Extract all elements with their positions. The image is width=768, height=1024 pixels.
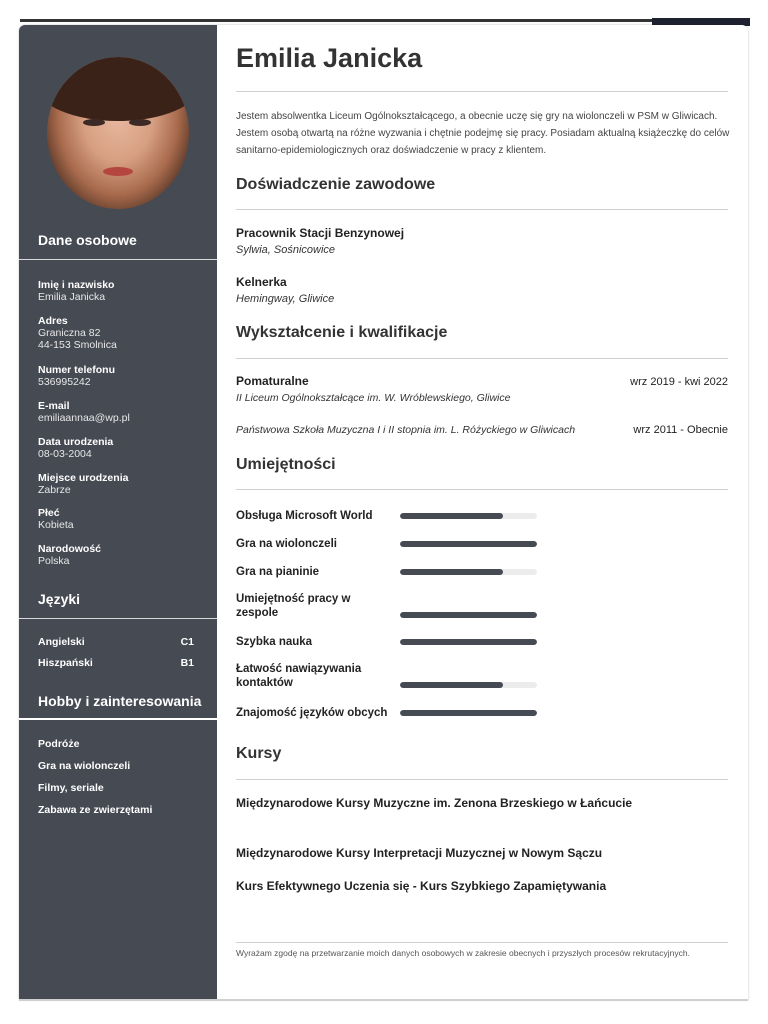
language-row bbox=[38, 657, 194, 669]
field-gender: Płeć Kobieta bbox=[38, 507, 74, 531]
skills-heading: Umiejętności bbox=[236, 456, 336, 473]
hobby-item: Filmy, seriale bbox=[38, 782, 104, 794]
skill-name: Szybka nauka bbox=[236, 636, 313, 648]
field-name: Imię i nazwisko Emilia Janicka bbox=[38, 279, 115, 303]
skill-name: Umiejętność pracy w zespole bbox=[236, 593, 351, 619]
language-level: B1 bbox=[180, 657, 194, 669]
hobby-divider bbox=[19, 718, 217, 720]
languages-heading: Języki bbox=[38, 591, 81, 607]
field-birth-place: Miejsce urodzenia Zabrze bbox=[38, 472, 129, 496]
skill-bar bbox=[400, 612, 537, 618]
education-school: Państwowa Szkoła Muzyczna I i II stopnia im. L. Różyckiego w Gliwicach bbox=[236, 424, 576, 436]
personal-data-heading: Dane osobowe bbox=[38, 232, 137, 248]
education-title: Pomaturalne bbox=[236, 374, 309, 388]
page-bottom-line bbox=[19, 999, 748, 1001]
skill-bar-fill bbox=[400, 639, 537, 645]
sidebar bbox=[19, 25, 217, 1000]
job-title: Pracownik Stacji Benzynowej bbox=[236, 226, 405, 240]
skill-name: Znajomość języków obcych bbox=[236, 707, 388, 719]
main-content bbox=[217, 25, 748, 1000]
experience-divider bbox=[236, 209, 728, 210]
skill-bar bbox=[400, 569, 537, 575]
field-nationality: Narodowość Polska bbox=[38, 543, 102, 567]
hobby-item: Podróże bbox=[38, 738, 80, 750]
hobby-heading: Hobby i zainteresowania bbox=[38, 693, 202, 709]
profile-photo bbox=[47, 57, 189, 209]
course-item: Międzynarodowe Kursy Interpretacji Muzycznej w Nowym Sączu bbox=[236, 846, 603, 860]
top-border-line bbox=[20, 19, 750, 22]
education-school: II Liceum Ogólnokształcące im. W. Wróblewskiego, Gliwice bbox=[236, 392, 511, 404]
skill-bar bbox=[400, 682, 537, 688]
education-heading: Wykształcenie i kwalifikacje bbox=[236, 324, 448, 341]
experience-heading: Doświadczenie zawodowe bbox=[236, 176, 436, 193]
course-item: Kurs Efektywnego Uczenia się - Kurs Szybkiego Zapamiętywania bbox=[236, 879, 607, 893]
course-item: Międzynarodowe Kursy Muzyczne im. Zenona Brzeskiego w Łańcucie bbox=[236, 796, 633, 810]
name-divider bbox=[236, 91, 728, 92]
consent-divider bbox=[236, 942, 728, 943]
language-row bbox=[38, 636, 194, 648]
person-name: Emilia Janicka bbox=[236, 43, 423, 73]
language-name: Hiszpański bbox=[38, 657, 93, 669]
skill-bar-fill bbox=[400, 682, 503, 688]
skill-name: Łatwość nawiązywania kontaktów bbox=[236, 663, 362, 689]
education-row bbox=[236, 424, 728, 436]
education-divider bbox=[236, 358, 728, 359]
job-place: Hemingway, Gliwice bbox=[236, 293, 335, 305]
field-email: E-mail emiliaannaa@wp.pl bbox=[38, 400, 130, 424]
skill-bar bbox=[400, 513, 537, 519]
skill-bar bbox=[400, 639, 537, 645]
language-level: C1 bbox=[180, 636, 194, 648]
field-address: Adres Graniczna 82 44-153 Smolnica bbox=[38, 315, 117, 351]
education-dates: wrz 2011 - Obecnie bbox=[633, 424, 728, 436]
skill-bar-fill bbox=[400, 612, 537, 618]
skill-bar-fill bbox=[400, 569, 503, 575]
skill-bar-fill bbox=[400, 513, 503, 519]
skill-bar bbox=[400, 710, 537, 716]
courses-divider bbox=[236, 779, 728, 780]
field-birth-date: Data urodzenia 08-03-2004 bbox=[38, 436, 114, 460]
skill-name: Gra na pianinie bbox=[236, 566, 320, 578]
browser-top-strip bbox=[0, 0, 768, 22]
skill-bar-fill bbox=[400, 710, 537, 716]
skill-bar-fill bbox=[400, 541, 537, 547]
job-place: Sylwia, Sośnicowice bbox=[236, 244, 336, 256]
education-row bbox=[236, 374, 728, 388]
job-title: Kelnerka bbox=[236, 275, 287, 289]
field-phone: Numer telefonu 536995242 bbox=[38, 364, 116, 388]
courses-heading: Kursy bbox=[236, 745, 282, 762]
consent-text: Wyrażam zgodę na przetwarzanie moich danych osobowych w zakresie obecnych i przyszłych procesów rekrutacyjnych. bbox=[236, 948, 690, 958]
skill-bar bbox=[400, 541, 537, 547]
personal-data-divider bbox=[19, 259, 217, 260]
language-name: Angielski bbox=[38, 636, 85, 648]
languages-divider bbox=[19, 618, 217, 619]
skill-name: Obsługa Microsoft World bbox=[236, 510, 373, 522]
summary-text: Jestem absolwentka Liceum Ogólnokształcącego, a obecnie uczę się gry na wiolonczeli w PSM w Gliwicach. Jestem osobą otwartą na różne wyzwania i chętnie podejmę się pracy. Posiadam aktualną książeczkę do celów sanitarno-epidemiologicznych oraz doświadczenie w pracy z klientem. bbox=[236, 111, 730, 156]
education-school-row bbox=[236, 392, 728, 404]
skill-name: Gra na wiolonczeli bbox=[236, 538, 337, 550]
cv-page bbox=[19, 25, 748, 1000]
hobby-item: Zabawa ze zwierzętami bbox=[38, 804, 153, 816]
hobby-item: Gra na wiolonczeli bbox=[38, 760, 131, 772]
education-dates: wrz 2019 - kwi 2022 bbox=[630, 376, 728, 388]
skills-divider bbox=[236, 489, 728, 490]
